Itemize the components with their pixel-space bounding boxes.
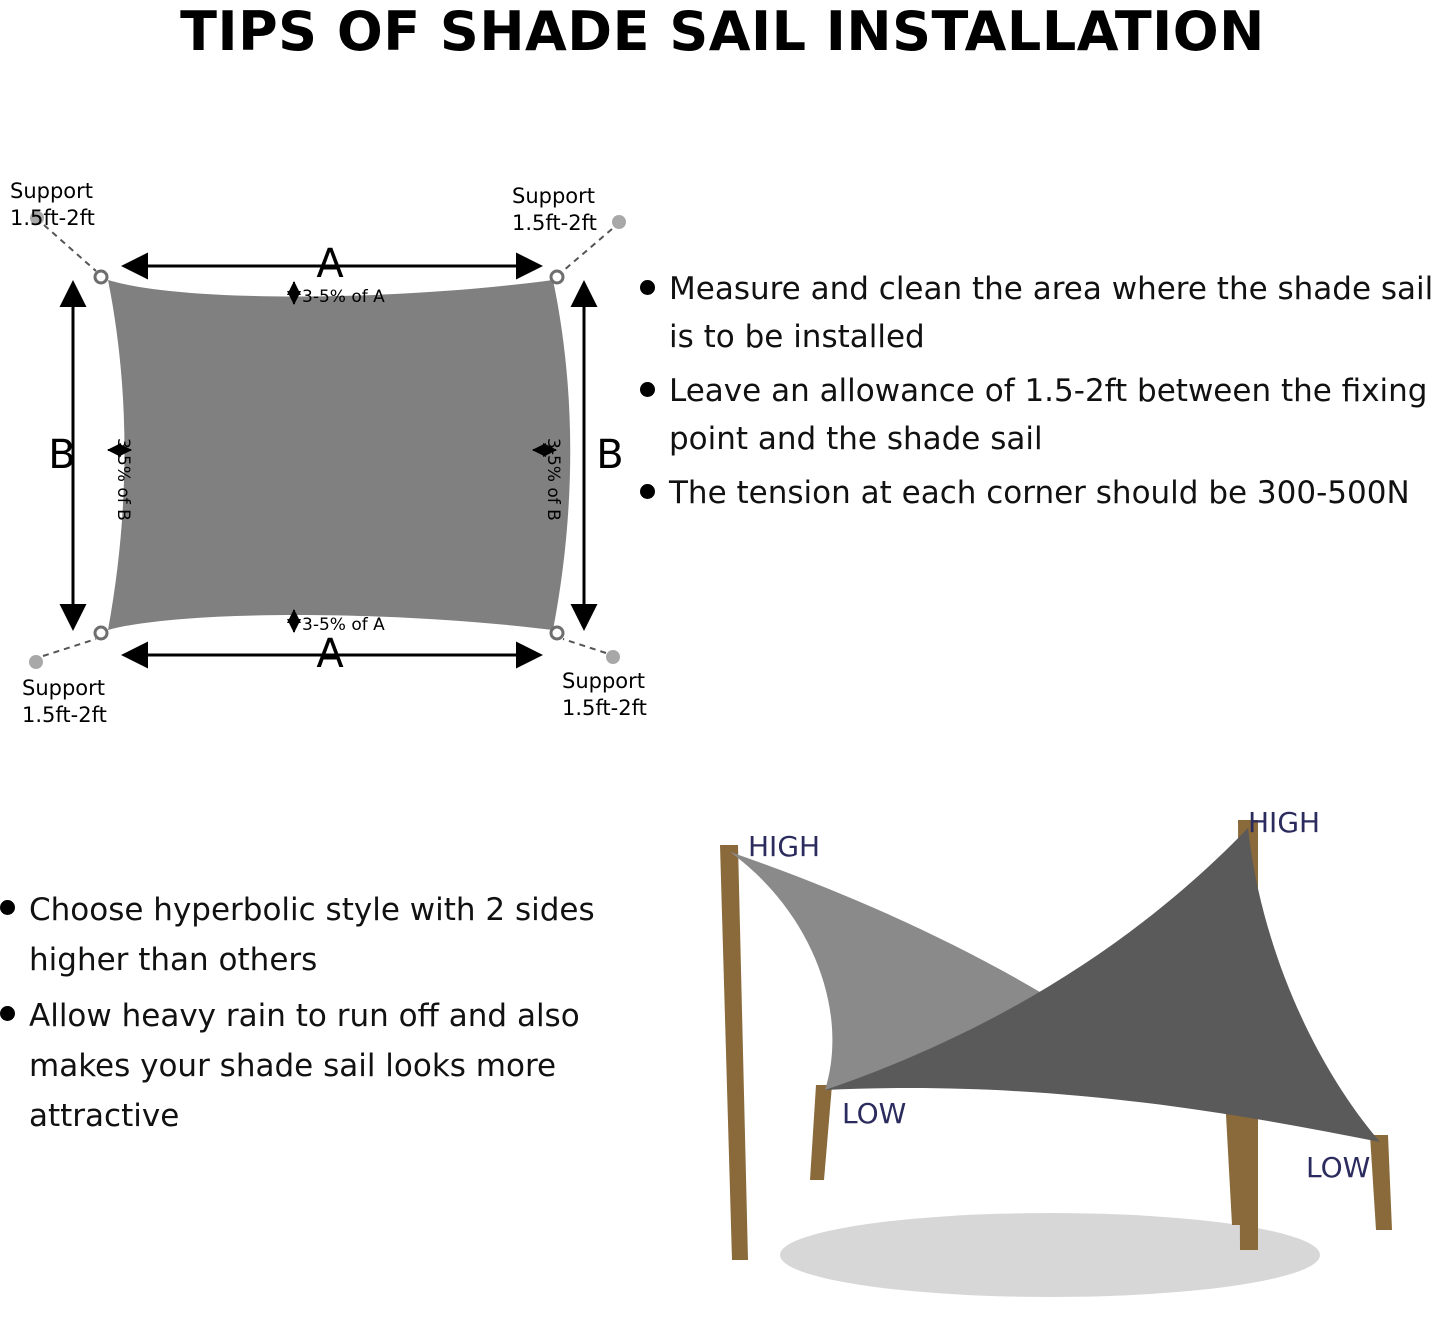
bullet-dot-icon <box>640 280 655 295</box>
support-label-bottom-right-line2: 1.5ft-2ft <box>562 696 647 720</box>
support-label-bottom-left-line1: Support <box>22 676 106 700</box>
ground-shadow <box>780 1213 1320 1297</box>
tips-list-top <box>640 265 1445 523</box>
post-high-left <box>720 845 748 1260</box>
support-label-bottom-left-line2: 1.5ft-2ft <box>22 703 107 727</box>
list-item-text: Measure and clean the area where the shade sail is to be installed <box>669 271 1434 355</box>
dimension-label-right-b: B <box>596 432 624 478</box>
hyperbolic-sail-diagram <box>620 760 1445 1319</box>
curve-label-left: 3-5% of B <box>113 438 133 521</box>
list-item <box>0 991 625 1141</box>
list-item-text: Leave an allowance of 1.5-2ft between the fixing point and the shade sail <box>669 373 1428 457</box>
dimension-label-bottom-a: A <box>316 631 344 677</box>
label-high-left: HIGH <box>748 830 821 863</box>
corner-ring-top-left <box>95 271 107 283</box>
label-low-right: LOW <box>1306 1151 1371 1184</box>
list-item <box>640 367 1445 463</box>
list-item-text: Allow heavy rain to run off and also makes your shade sail looks more attractive <box>29 998 580 1134</box>
list-item <box>0 885 625 985</box>
support-label-bottom-right-line1: Support <box>562 669 646 693</box>
label-low-left: LOW <box>842 1097 907 1130</box>
post-low-right-far <box>1370 1135 1392 1230</box>
corner-ring-bottom-right <box>551 627 563 639</box>
tips-list-bottom <box>0 885 625 1147</box>
page-title: TIPS OF SHADE SAIL INSTALLATION <box>180 0 1265 63</box>
bullet-dot-icon <box>640 382 655 397</box>
support-point-top-right <box>612 215 626 229</box>
bullet-dot-icon <box>640 484 655 499</box>
list-item-text: The tension at each corner should be 300-500N <box>669 475 1410 511</box>
list-item <box>640 469 1445 517</box>
support-label-top-left-line2: 1.5ft-2ft <box>10 206 95 230</box>
curve-label-top: 3-5% of A <box>302 287 385 307</box>
dimension-label-top-a: A <box>316 241 344 287</box>
curve-label-bottom: 3-5% of A <box>302 615 385 635</box>
dimension-label-left-b: B <box>48 432 76 478</box>
label-high-right: HIGH <box>1248 806 1321 839</box>
corner-ring-top-right <box>551 271 563 283</box>
bullet-dot-icon <box>0 1006 15 1021</box>
support-label-top-right-line1: Support <box>512 184 596 208</box>
post-low-left <box>810 1085 832 1180</box>
corner-ring-bottom-left <box>95 627 107 639</box>
support-point-bottom-right <box>606 650 620 664</box>
rectangular-sail-diagram <box>0 150 660 730</box>
support-label-top-right-line2: 1.5ft-2ft <box>512 211 597 235</box>
list-item <box>640 265 1445 361</box>
support-point-bottom-left <box>29 655 43 669</box>
curve-label-right: 3-5% of B <box>543 438 563 521</box>
sail-shape <box>108 280 570 630</box>
bullet-dot-icon <box>0 900 15 915</box>
support-label-top-left-line1: Support <box>10 179 94 203</box>
list-item-text: Choose hyperbolic style with 2 sides higher than others <box>29 892 595 978</box>
